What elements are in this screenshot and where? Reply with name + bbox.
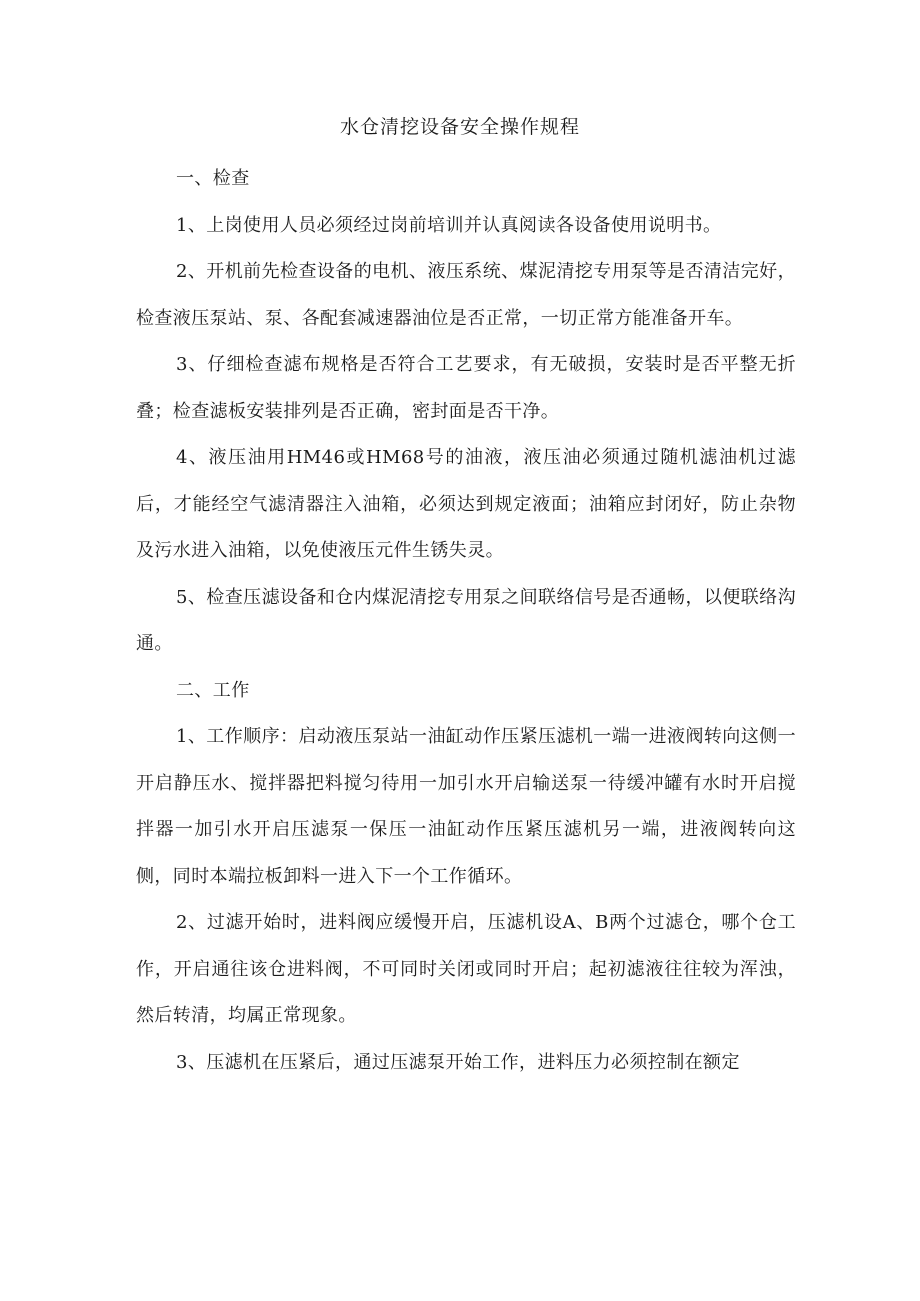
paragraph-inspection-1: 1、上岗使用人员必须经过岗前培训并认真阅读各设备使用说明书。 [176, 214, 722, 236]
paragraph-inspection-3: 3、仔细检查滤布规格是否符合工艺要求，有无破损，安装时是否平整无折叠；检查滤板安装排列是否正确，密封面是否干净。 [136, 354, 796, 422]
paragraph-inspection-5: 5、检查压滤设备和仓内煤泥清挖专用泵之间联络信号是否通畅，以便联络沟通。 [136, 586, 796, 654]
paragraph-work-1: 1、工作顺序：启动液压泵站一油缸动作压紧压滤机一端一进液阀转向这侧一开启静压水、搅拌器把料搅匀待用一加引水开启输送泵一待缓冲罐有水时开启搅拌器一加引水开启压滤泵一保压一油缸动作压紧压滤机另一端，进液阀转向这侧，同时本端拉板卸料一进入下一个工作循环。 [136, 726, 796, 887]
paragraph-inspection-2: 2、开机前先检查设备的电机、液压系统、煤泥清挖专用泵等是否清洁完好，检查液压泵站、泵、各配套减速器油位是否正常，一切正常方能准备开车。 [136, 261, 796, 329]
paragraph-inspection-4: 4、液压油用HM46或HM68号的油液，液压油必须通过随机滤油机过滤后，才能经空气滤清器注入油箱，必须达到规定液面；油箱应封闭好，防止杂物及污水进入油箱，以免使液压元件生锈失灵。 [136, 447, 796, 561]
paragraph-work-3: 3、压滤机在压紧后，通过压滤泵开始工作，进料压力必须控制在额定 [176, 1051, 740, 1073]
document-body [136, 156, 796, 1086]
section-heading-work: 二、工作 [176, 679, 250, 701]
paragraph-work-2: 2、过滤开始时，进料阀应缓慢开启，压滤机设A、B两个过滤仓，哪个仓工作，开启通往该仓进料阀，不可同时关闭或同时开启；起初滤液往往较为浑浊，然后转清，均属正常现象。 [136, 912, 796, 1026]
document-title: 水仓清挖设备安全操作规程 [339, 116, 580, 138]
section-heading-inspection: 一、检查 [176, 168, 250, 189]
